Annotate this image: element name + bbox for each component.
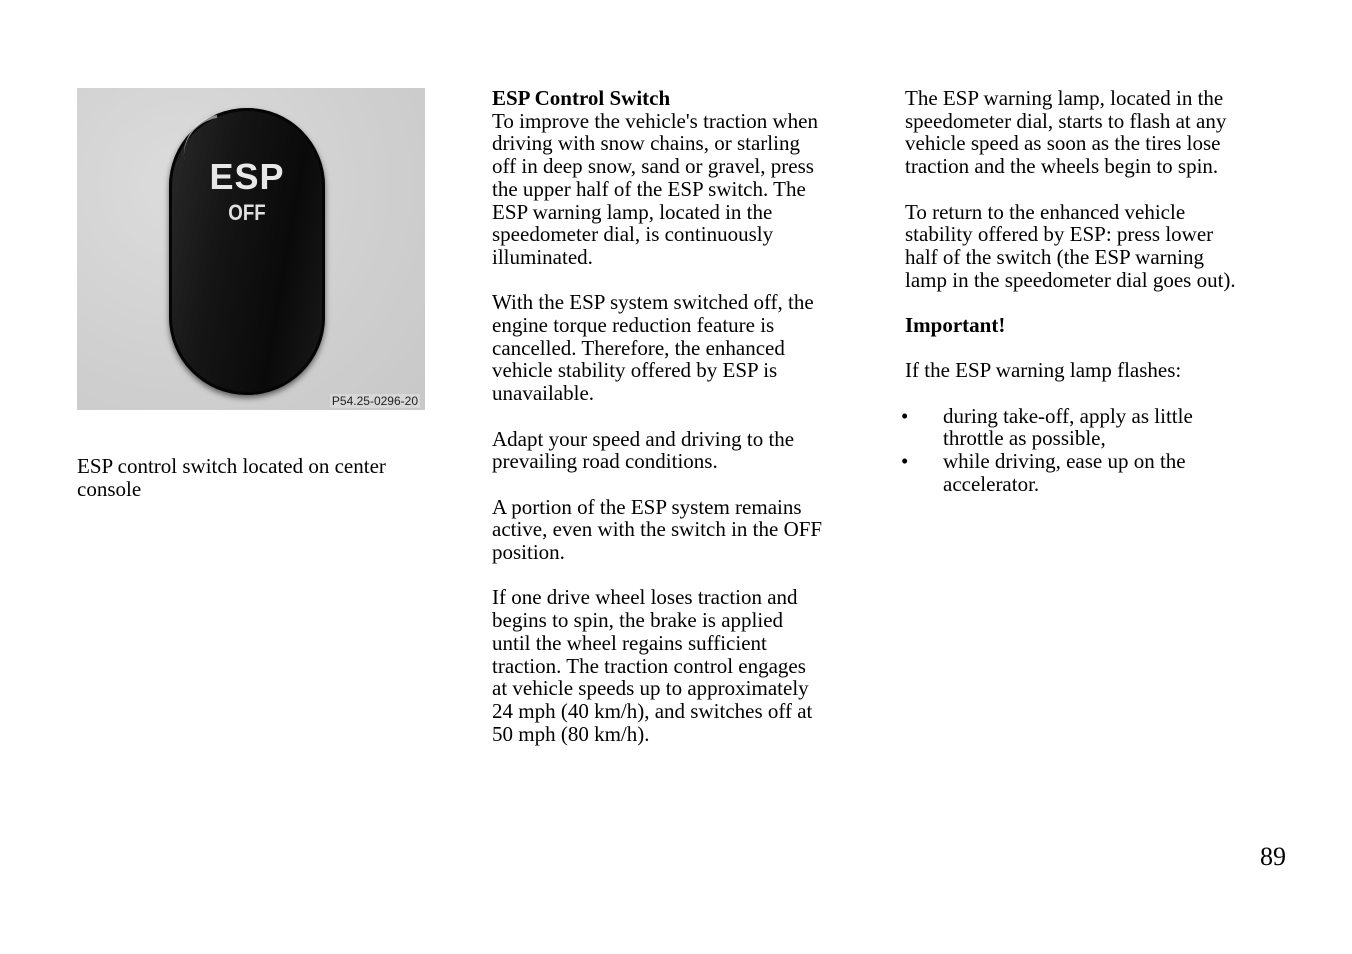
esp-switch-photo (77, 88, 425, 410)
paragraph-return: To return to the enhanced vehicle stability offered by ESP: press lower half of the switch (the ESP warning lamp in the speedometer dial goes out). (905, 199, 1236, 292)
section-heading: ESP Control Switch (492, 86, 671, 110)
switch-label-off: OFF (228, 200, 266, 225)
important-label: Important! (905, 313, 1006, 337)
bullet-list (901, 403, 1285, 496)
paragraph-intro (492, 87, 857, 269)
bullet-icon: • (901, 449, 909, 474)
right-column (901, 86, 1285, 496)
bullet-icon: • (901, 403, 909, 428)
paragraph-traction-control: If one drive wheel loses traction and begins to spin, the brake is applied until the wheel regains sufficient traction. The traction control engages at vehicle speeds up to approximately 24 mph (40 km/h), and switches off at 50 mph (80 km/h). (492, 585, 813, 746)
paragraph-adapt-speed: Adapt your speed and driving to the prevailing road conditions. (492, 426, 795, 474)
paragraph-switched-off: With the ESP system switched off, the engine torque reduction feature is cancelled. Therefore, the enhanced vehicle stability offered by ESP is unavailable. (492, 290, 814, 406)
figure-code: P54.25-0296-20 (331, 394, 418, 408)
esp-off-switch-illustration (169, 108, 325, 395)
paragraph-flash-intro: If the ESP warning lamp flashes: (905, 358, 1182, 383)
list-item (901, 403, 1285, 451)
middle-column (492, 87, 857, 768)
paragraph-portion-active: A portion of the ESP system remains active, even with the switch in the OFF position. (492, 494, 823, 565)
page-number: 89 (1260, 842, 1286, 871)
paragraph-text: To improve the vehicle's traction when driving with snow chains, or starling off in deep snow, sand or gravel, press the upper half of the ESP switch. The ESP warning lamp, located in the speedometer dial, is continuously illuminated. (492, 108, 818, 269)
paragraph-warning-lamp: The ESP warning lamp, located in the speedometer dial, starts to flash at any vehicle speed as soon as the tires lose traction and the wheels begin to spin. (905, 86, 1227, 179)
list-item-text: during take-off, apply as little throttle as possible, (943, 403, 1193, 451)
figure-caption: ESP control switch located on center console (77, 454, 386, 501)
switch-label-esp: ESP (209, 156, 285, 197)
list-item-text: while driving, ease up on the accelerator. (943, 449, 1186, 496)
list-item (901, 449, 1285, 496)
